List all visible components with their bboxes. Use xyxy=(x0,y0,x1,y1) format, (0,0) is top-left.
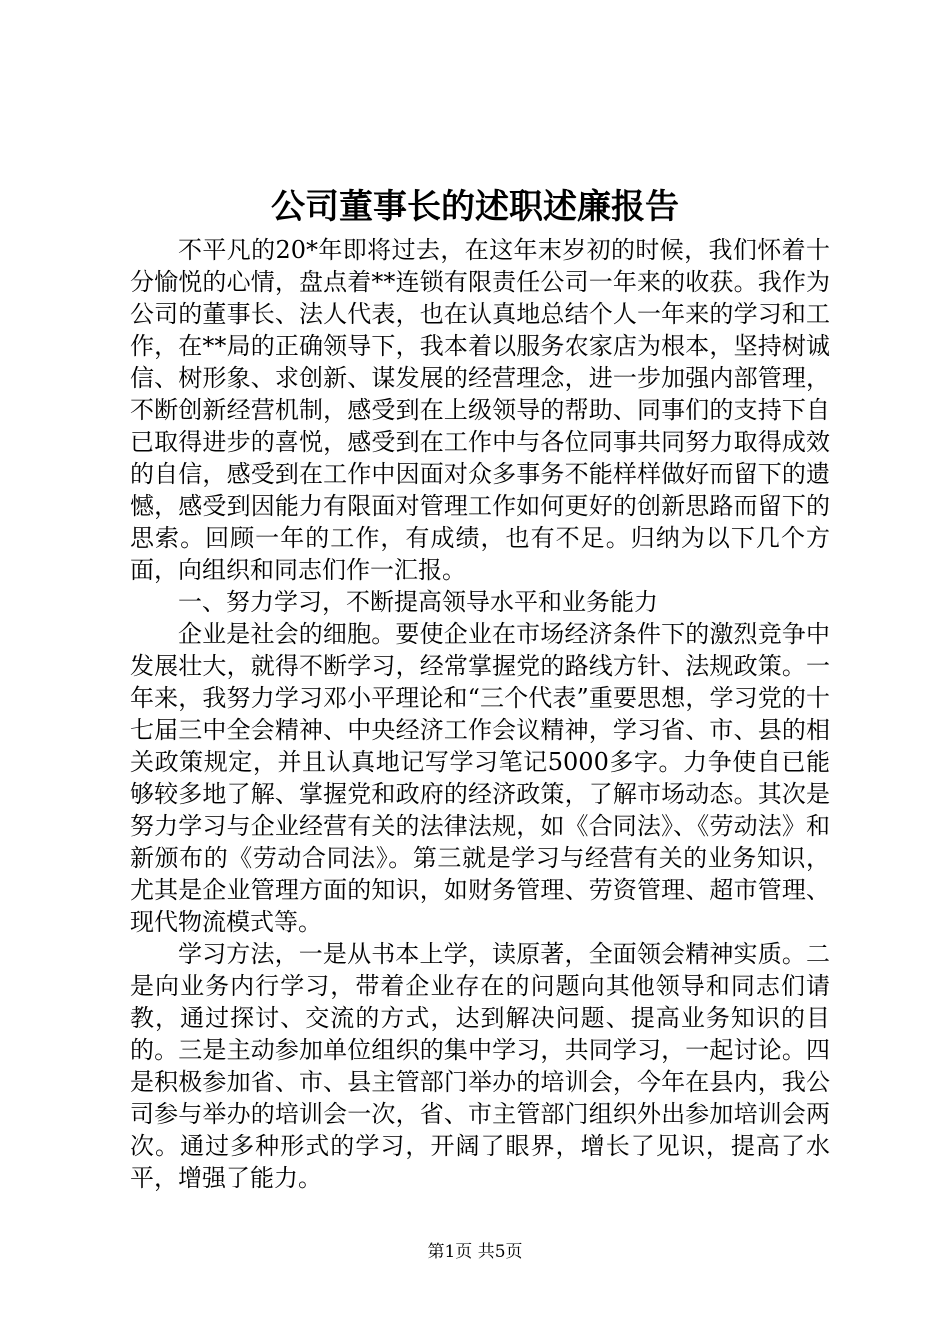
document-body xyxy=(130,234,830,1194)
paragraph-study-method: 学习方法，一是从书本上学，读原著，全面领会精神实质。二是向业务内行学习，带着企业存在的问题向其他领导和同志们请教，通过探讨、交流的方式，达到解决问题、提高业务知识的目的。三是主动参加单位组织的集中学习，共同学习，一起讨论。四是积极参加省、市、县主管部门举办的培训会，今年在县内，我公司参与举办的培训会一次，省、市主管部门组织外出参加培训会两次。通过多种形式的学习，开阔了眼界，增长了见识，提高了水平，增强了能力。 xyxy=(130,940,830,1192)
page-footer: 第1页 共5页 xyxy=(427,1242,523,1262)
paragraph-study-content: 企业是社会的细胞。要使企业在市场经济条件下的激烈竞争中发展壮大，就得不断学习，经常掌握党的路线方针、法规政策。一年来，我努力学习邓小平理论和“三个代表”重要思想，学习党的十七届三中全会精神、中央经济工作会议精神，学习省、市、县的相关政策规定，并且认真地记写学习笔记5000多字。力争使自已能够较多地了解、掌握党和政府的经济政策，了解市场动态。其次是努力学习与企业经营有关的法律法规，如《合同法》、《劳动法》和新颁布的《劳动合同法》。第三就是学习与经营有关的业务知识，尤其是企业管理方面的知识，如财务管理、劳资管理、超市管理、现代物流模式等。 xyxy=(130,620,830,936)
paragraph-intro: 不平凡的20*年即将过去，在这年末岁初的时候，我们怀着十分愉悦的心情，盘点着**连锁有限责任公司一年来的收获。我作为公司的董事长、法人代表，也在认真地总结个人一年来的学习和工作，在**局的正确领导下，我本着以服务农家店为根本，坚持树诚信、树形象、求创新、谋发展的经营理念，进一步加强内部管理，不断创新经营机制，感受到在上级领导的帮助、同事们的支持下自已取得进步的喜悦，感受到在工作中与各位同事共同努力取得成效的自信，感受到在工作中因面对众多事务不能样样做好而留下的遗憾，感受到因能力有限面对管理工作如何更好的创新思路而留下的思索。回顾一年的工作，有成绩，也有不足。归纳为以下几个方面，向组织和同志们作一汇报。 xyxy=(130,236,830,584)
document-title: 公司董事长的述职述廉报告 xyxy=(271,187,679,227)
section-heading-1: 一、努力学习，不断提高领导水平和业务能力 xyxy=(178,588,658,616)
